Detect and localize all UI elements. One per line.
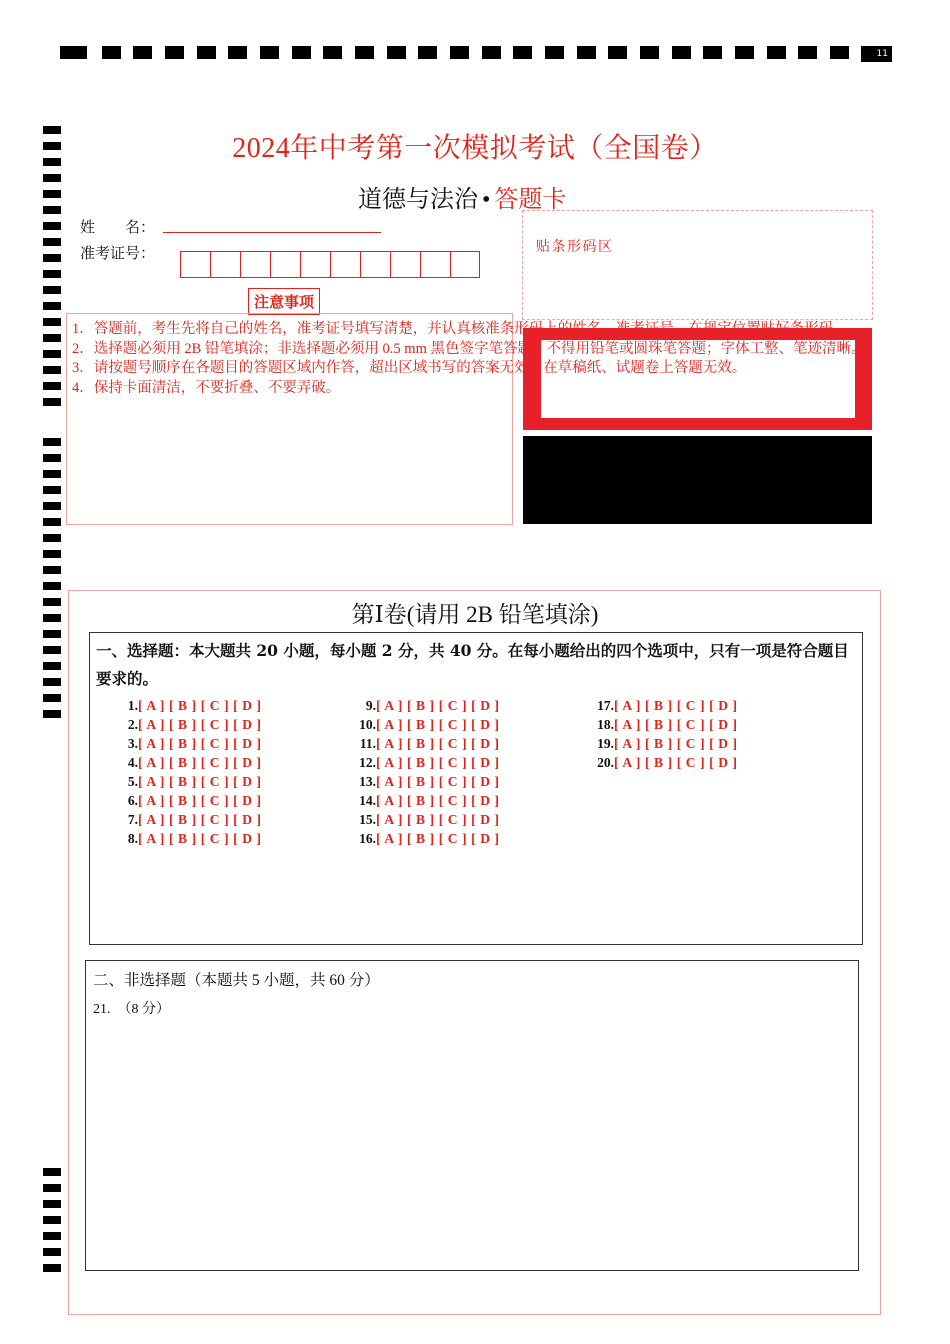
question-number: 14.	[359, 793, 376, 808]
id-digit-box[interactable]	[300, 251, 330, 278]
timing-mark	[43, 470, 61, 478]
option-bubbles[interactable]: [ A ] [ B ] [ C ] [ D ]	[614, 717, 738, 732]
question-number: 20.	[597, 755, 614, 770]
redaction-block-black	[523, 436, 872, 524]
timing-mark	[577, 46, 596, 59]
timing-mark	[43, 318, 61, 326]
timing-mark	[43, 518, 61, 526]
option-bubbles[interactable]: [ A ] [ B ] [ C ] [ D ]	[138, 736, 262, 751]
option-bubbles[interactable]: [ A ] [ B ] [ C ] [ D ]	[376, 755, 500, 770]
timing-mark	[672, 46, 691, 59]
timing-mark	[43, 270, 61, 278]
question-option-row[interactable]	[350, 791, 500, 810]
question-option-row[interactable]	[350, 753, 500, 772]
notes-list	[72, 320, 950, 398]
timing-mark	[735, 46, 754, 59]
timing-mark	[418, 46, 437, 59]
question-number: 5.	[127, 774, 138, 789]
option-bubbles[interactable]: [ A ] [ B ] [ C ] [ D ]	[614, 698, 738, 713]
question-option-row[interactable]	[112, 715, 262, 734]
question-number: 18.	[597, 717, 614, 732]
timing-mark	[43, 662, 61, 670]
option-bubbles[interactable]: [ A ] [ B ] [ C ] [ D ]	[376, 812, 500, 827]
question-option-row[interactable]	[112, 696, 262, 715]
question-number: 3.	[127, 736, 138, 751]
option-bubbles[interactable]: [ A ] [ B ] [ C ] [ D ]	[376, 793, 500, 808]
question-option-row[interactable]	[588, 753, 738, 772]
subject-name: 道德与法治	[358, 187, 478, 213]
timing-mark	[482, 46, 501, 59]
question-option-row[interactable]	[350, 715, 500, 734]
option-bubbles[interactable]: [ A ] [ B ] [ C ] [ D ]	[376, 717, 500, 732]
option-bubbles[interactable]: [ A ] [ B ] [ C ] [ D ]	[376, 736, 500, 751]
id-label: 准考证号：	[80, 246, 156, 262]
subject-line	[358, 179, 566, 214]
option-bubbles[interactable]: [ A ] [ B ] [ C ] [ D ]	[138, 793, 262, 808]
note-item: 1．答题前，考生先将自己的姓名，准考证号填写清楚，并认真核准条形码上的姓名、准考证号，在规定位置贴好条形码。	[72, 321, 848, 337]
question-option-row[interactable]	[350, 734, 500, 753]
id-digit-box[interactable]	[360, 251, 390, 278]
timing-mark	[43, 1232, 61, 1240]
question-number: 4.	[127, 755, 138, 770]
question-option-row[interactable]	[588, 734, 738, 753]
question-number: 9.	[365, 698, 376, 713]
timing-mark	[830, 46, 849, 59]
timing-mark	[450, 46, 469, 59]
id-digit-box[interactable]	[420, 251, 450, 278]
timing-mark	[43, 646, 61, 654]
id-digit-box[interactable]	[180, 251, 210, 278]
separator-dot: •	[482, 187, 491, 213]
id-digit-box[interactable]	[330, 251, 360, 278]
timing-mark	[767, 46, 786, 59]
note-item: 2．选择题必须用 2B 铅笔填涂；非选择题必须用 0.5 mm 黑色签字笔答题，不得用铅笔或圆珠笔答题；字体工整、笔迹清晰。	[72, 340, 866, 357]
timing-mark	[43, 710, 61, 718]
timing-mark	[43, 438, 61, 446]
timing-mark	[102, 46, 121, 59]
option-bubbles[interactable]: [ A ] [ B ] [ C ] [ D ]	[138, 755, 262, 770]
question-number: 12.	[359, 755, 376, 770]
timing-mark	[43, 1248, 61, 1256]
options-column	[588, 696, 738, 772]
timing-mark	[43, 286, 61, 294]
question-option-row[interactable]	[588, 696, 738, 715]
question-number: 17.	[597, 698, 614, 713]
question-number: 11.	[359, 736, 376, 751]
id-digit-box[interactable]	[240, 251, 270, 278]
top-timing-marks	[60, 46, 892, 62]
id-digit-box[interactable]	[450, 251, 480, 278]
timing-mark	[43, 254, 61, 262]
timing-mark	[43, 582, 61, 590]
section-title: 第Ⅰ卷(请用 2B 铅笔填涂)	[351, 602, 599, 627]
barcode-label: 贴条形码区	[536, 240, 614, 255]
timing-mark	[292, 46, 311, 59]
question-option-row[interactable]	[112, 791, 262, 810]
timing-mark	[43, 398, 61, 406]
timing-mark	[43, 454, 61, 462]
timing-mark	[43, 1216, 61, 1224]
timing-mark	[43, 550, 61, 558]
option-bubbles[interactable]: [ A ] [ B ] [ C ] [ D ]	[614, 755, 738, 770]
question-number: 1.	[127, 698, 138, 713]
timing-mark	[43, 694, 61, 702]
timing-mark	[43, 238, 61, 246]
timing-mark	[43, 174, 61, 182]
timing-mark	[43, 1264, 61, 1272]
question-option-row[interactable]	[112, 772, 262, 791]
question-number: 6.	[127, 793, 138, 808]
options-column	[350, 696, 500, 848]
timing-mark	[640, 46, 659, 59]
question-number: 10.	[359, 717, 376, 732]
option-bubbles[interactable]: [ A ] [ B ] [ C ] [ D ]	[376, 774, 500, 789]
id-digit-box[interactable]	[210, 251, 240, 278]
question-option-row[interactable]	[112, 810, 262, 829]
question-option-row[interactable]	[350, 810, 500, 829]
question-option-row[interactable]	[112, 753, 262, 772]
notes-title: 注意事项	[248, 288, 320, 315]
question-option-row[interactable]	[588, 715, 738, 734]
options-column	[112, 696, 262, 848]
timing-mark	[798, 46, 817, 59]
timing-mark	[43, 630, 61, 638]
option-bubbles[interactable]: [ A ] [ B ] [ C ] [ D ]	[138, 698, 262, 713]
id-digit-box[interactable]	[270, 251, 300, 278]
question-option-row[interactable]	[350, 829, 500, 848]
timing-mark	[43, 302, 61, 310]
card-label: 答题卡	[494, 187, 567, 213]
timing-mark	[703, 46, 722, 59]
timing-mark	[43, 1200, 61, 1208]
timing-mark	[43, 190, 61, 198]
timing-mark	[197, 46, 216, 59]
question-number: 16.	[359, 831, 376, 846]
timing-mark	[513, 46, 532, 59]
timing-mark	[43, 366, 61, 374]
timing-mark	[43, 502, 61, 510]
timing-mark	[43, 566, 61, 574]
note-item: 3．请按题号顺序在各题目的答题区域内作答，超出区域书写的答案无效；在草稿纸、试题卷上答题无效。	[72, 360, 747, 377]
timing-mark	[43, 486, 61, 494]
option-bubbles[interactable]: [ A ] [ B ] [ C ] [ D ]	[138, 717, 262, 732]
question-number: 15.	[359, 812, 376, 827]
timing-mark	[43, 334, 61, 342]
id-number-boxes[interactable]	[180, 251, 480, 279]
question-option-row[interactable]	[350, 696, 500, 715]
timing-mark	[133, 46, 152, 59]
page-title: 2024年中考第一次模拟考试（全国卷）	[232, 133, 718, 164]
timing-mark	[43, 206, 61, 214]
name-field[interactable]	[163, 231, 381, 233]
non-choice-title: 二、非选择题（本题共 5 小题，共 60 分）	[93, 972, 380, 989]
question-number: 7.	[127, 812, 138, 827]
timing-mark	[861, 46, 892, 62]
timing-mark	[323, 46, 342, 59]
non-choice-box[interactable]	[85, 960, 859, 1271]
question-number: 2.	[127, 717, 138, 732]
question-option-row[interactable]	[112, 829, 262, 848]
note-item: 4．保持卡面清洁，不要折叠、不要弄破。	[72, 379, 341, 396]
timing-mark	[608, 46, 627, 59]
timing-mark	[43, 222, 61, 230]
timing-mark	[60, 46, 87, 59]
timing-mark	[43, 382, 61, 390]
timing-mark	[355, 46, 374, 59]
option-bubbles[interactable]: [ A ] [ B ] [ C ] [ D ]	[138, 831, 262, 846]
id-digit-box[interactable]	[390, 251, 420, 278]
question-number: 8.	[127, 831, 138, 846]
timing-mark	[43, 534, 61, 542]
option-bubbles[interactable]: [ A ] [ B ] [ C ] [ D ]	[138, 774, 262, 789]
timing-mark	[165, 46, 184, 59]
option-bubbles[interactable]: [ A ] [ B ] [ C ] [ D ]	[376, 698, 500, 713]
timing-mark	[43, 350, 61, 358]
question-option-row[interactable]	[112, 734, 262, 753]
timing-mark	[260, 46, 279, 59]
question-option-row[interactable]	[350, 772, 500, 791]
option-bubbles[interactable]: [ A ] [ B ] [ C ] [ D ]	[614, 736, 738, 751]
name-label: 姓 名：	[80, 220, 156, 236]
timing-mark	[43, 1184, 61, 1192]
barcode-area	[522, 210, 873, 320]
choice-instruction: 一、选择题：本大题共 20 小题，每小题 2 分，共 40 分。在每小题给出的四个选项中，只有一项是符合题目要求的。	[96, 641, 849, 688]
timing-mark	[43, 1168, 61, 1176]
question-21-label: 21. （8 分）	[93, 1002, 170, 1017]
timing-mark	[43, 678, 61, 686]
option-bubbles[interactable]: [ A ] [ B ] [ C ] [ D ]	[138, 812, 262, 827]
question-number: 13.	[359, 774, 376, 789]
timing-mark	[545, 46, 564, 59]
option-bubbles[interactable]: [ A ] [ B ] [ C ] [ D ]	[376, 831, 500, 846]
question-number: 19.	[597, 736, 614, 751]
timing-mark	[228, 46, 247, 59]
page-number: 11	[876, 49, 888, 59]
timing-mark	[387, 46, 406, 59]
